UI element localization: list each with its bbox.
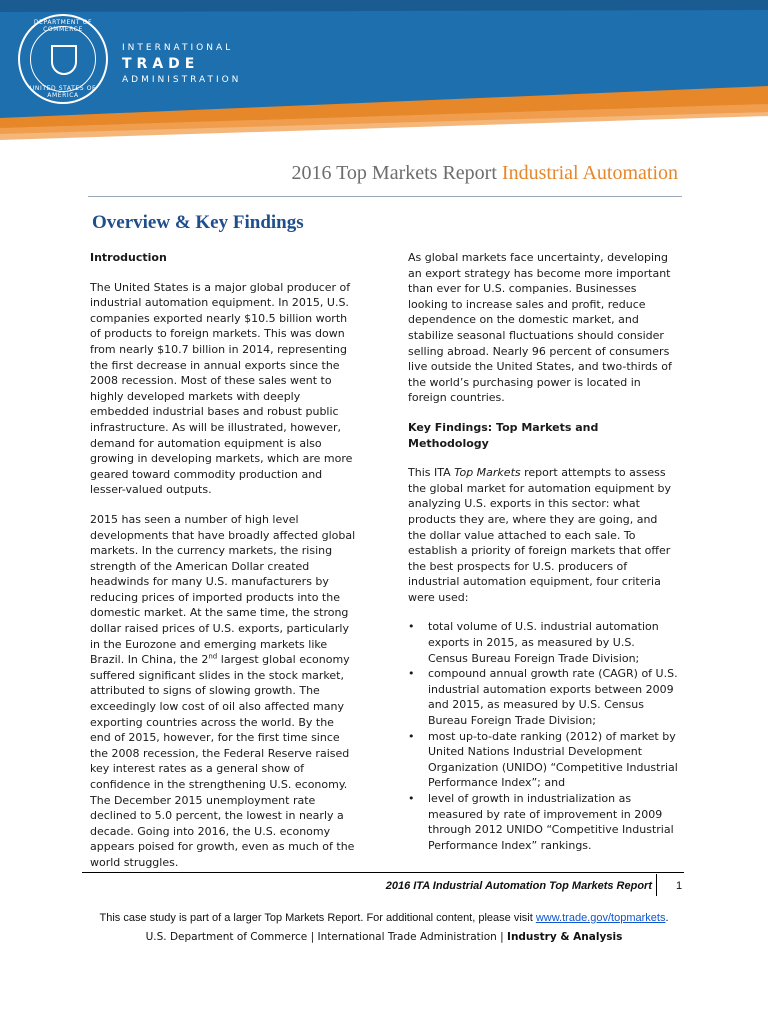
agency-name [122,42,241,86]
criteria-text: compound annual growth rate (CAGR) of U.S. industrial automation exports between 2009 and 2015, as measured by U.S. Census Bureau Foreign Trade Division; [428,667,678,728]
section-title: Overview & Key Findings [92,212,304,233]
ordinal-superscript: nd [208,652,218,661]
key-findings-heading: Key Findings: Top Markets and Methodology [408,420,599,450]
top-markets-link[interactable]: www.trade.gov/topmarkets [535,912,666,924]
introduction-paragraph-1: The United States is a major global producer of industrial automation equipment. In 2015, U.S. companies exported nearly $10.5 billion worth of products to foreign markets. This was down from nearly $10.7 billion in 2014, representing the first decrease in annual exports since the 2008 recession. Most of these sales went to highly developed markets with deeply embedded industrial bases and robust public infrastructure. As will be illustrated, however, demand for automation equipment is also growing in developing markets, which are more geared toward commodity production and lesser-valued outputs. [90,280,353,497]
department-line [0,931,768,943]
bullet-icon: • [408,667,415,681]
footer-separator [656,874,657,896]
agency-full-name: International Trade Administration [317,931,497,943]
paragraph-2-part-b: largest global economy suffered significant slides in the stock market, attributed to signs of slowing growth. The exceedingly low cost of oil also affected many exporting countries across the world. By the end of 2015, however, for the first time since the 2008 recession, the Federal Reserve raised key interest rates as a general show of confidence in the strengthening U.S. economy. The December 2015 unemployment rate declined to 5.0 percent, the lowest in nearly a decade. Going into 2016, the U.S. economy appears poised for growth, even as much of the world struggles. [90,653,355,869]
criteria-list [408,619,678,853]
list-item [408,666,678,728]
bullet-icon: • [408,620,415,634]
case-note-text: This case study is part of a larger Top Markets Report. For additional content, please visit [99,912,536,924]
paragraph-2-part-a: 2015 has seen a number of high level developments that have broadly affected global markets. In the currency markets, the rising strength of the American Dollar created headwinds for many U.S. manufacturers by reducing prices of imported products into the domestic market. At the same time, the strong dollar raised prices of U.S. exports, particularly in the Eurozone and emerging markets like Brazil. In China, the 2 [90,512,356,667]
introduction-heading: Introduction [90,251,167,264]
criteria-text: total volume of U.S. industrial automation exports in 2015, as measured by U.S. Census Bureau Foreign Trade Division; [428,620,659,665]
header-banner [0,0,768,150]
bullet-icon: • [408,729,415,743]
criteria-text: level of growth in industrialization as measured by rate of improvement in 2009 through 2012 UNIDO “Competitive Industrial Performance Index” rankings. [428,792,674,852]
criteria-text: most up-to-date ranking (2012) of market by United Nations Industrial Development Organization (UNIDO) “Competitive Industrial Performance Index”; and [428,729,678,790]
department-of-commerce-seal-icon [18,14,108,104]
shield-icon [51,45,77,75]
introduction-paragraph-2 [90,512,358,871]
agency-line-1: INTERNATIONAL [122,43,234,53]
banner-shape [0,0,768,150]
unit-name: Industry & Analysis [507,931,623,943]
top-markets-italic: Top Markets [454,466,521,480]
case-note-end: . [665,912,669,924]
report-title-prefix: 2016 Top Markets Report [291,162,497,184]
bullet-icon: • [408,792,415,805]
right-column [408,250,678,853]
report-title [0,162,768,185]
report-title-highlight: Industrial Automation [501,162,678,184]
list-item [408,729,678,791]
export-strategy-paragraph: As global markets face uncertainty, developing an export strategy has become more important than ever for U.S. companies. Businesses looking to increase sales and profit, reduce dependence on the domestic market, and stabilize seasonal fluctuations should consider selling abroad. Nearly 96 percent of consumers live outside the United States, and two-thirds of the world’s purchasing power is located in foreign countries. [408,251,672,405]
methodology-paragraph [408,465,678,605]
seal-top-text: DEPARTMENT OF COMMERCE [33,19,93,33]
title-divider [88,196,682,197]
separator: | [310,931,315,943]
list-item [408,619,678,666]
case-study-note [0,912,768,924]
left-column [90,250,358,885]
seal-bottom-text: UNITED STATES OF AMERICA [29,85,97,99]
list-item [408,791,678,853]
seal-inner-ring [30,26,96,92]
page-number: 1 [676,880,683,892]
agency-line-3: ADMINISTRATION [122,75,242,85]
agency-line-2: TRADE [122,56,200,72]
footer-report-name: 2016 ITA Industrial Automation Top Markets Report [385,880,652,892]
methodology-text-post: report attempts to assess the global market for automation equipment by analyzing U.S. exports in this sector: what products they are, where they are going, and the dollar value attached to each sale. To establish a priority of foreign markets that offer the best prospects for U.S. producers of industrial automation equipment, four criteria were used: [408,466,672,604]
methodology-text-pre: This ITA [408,466,455,480]
separator: | [500,931,504,943]
department-name: U.S. Department of Commerce [145,931,308,943]
footer-divider [82,872,684,873]
